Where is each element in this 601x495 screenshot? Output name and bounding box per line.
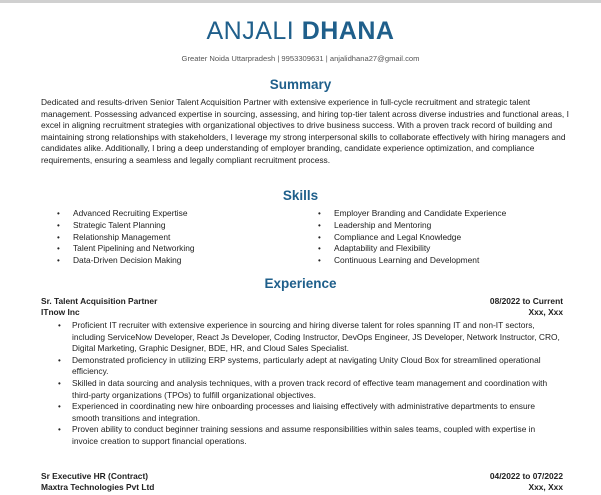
job-bullet: • Experienced in coordinating new hire onboarding processes and liaising effectively with administrative departments to ensure smooth transitions and integration.	[58, 401, 563, 424]
skill-item: • Adaptability and Flexibility	[318, 243, 506, 255]
skill-item: • Relationship Management	[57, 232, 195, 244]
job-bullet: • Skilled in data sourcing and analysis techniques, with a proven track record of effective team management and coordination with third-party organizations (TPOs) to fulfill organizational objectives.	[58, 378, 563, 401]
last-name: DHANA	[301, 17, 395, 45]
job-dates: 04/2022 to 07/2022	[489, 471, 563, 481]
job-bullet: • Proficient IT recruiter with extensive experience in sourcing and hiring diverse talent for roles spanning IT and non-IT sectors, including ServiceNow Developer, React Js Developer, Coding Instructor, DevOps Engineer, JS Developer, Network Instructor, CRO, Digital Marketing, Graphic Designer, BDE, HR, and Cloud Sales Specialist.	[58, 320, 563, 355]
skills-heading: Skills	[282, 188, 319, 203]
experience-heading: Experience	[264, 276, 337, 291]
job-bullet: • Demonstrated proficiency in utilizing ERP systems, particularly adept at navigating Unity Cloud Box for streamlined operational efficiency.	[58, 355, 563, 378]
contact-line: Greater Noida Uttarpradesh | 9953309631 | anjalidhana27@gmail.com	[181, 54, 420, 63]
skill-item: • Employer Branding and Candidate Experience	[318, 208, 506, 220]
job-location: Xxx, Xxx	[528, 307, 563, 317]
top-divider	[0, 0, 601, 3]
job-company: ITnow Inc	[41, 307, 80, 317]
skill-item: • Talent Pipelining and Networking	[57, 243, 195, 255]
job-dates: 08/2022 to Current	[489, 296, 563, 306]
skill-item: • Strategic Talent Planning	[57, 220, 195, 232]
first-name: ANJALI	[206, 17, 295, 45]
job-bullet: • Proven ability to conduct beginner training sessions and assume responsibilities within sales teams, coupled with expertise in invoice creation to support financial operations.	[58, 424, 563, 447]
job-role: Sr. Talent Acquisition Partner	[41, 296, 158, 306]
skill-item: • Continuous Learning and Development	[318, 255, 506, 267]
skill-item: • Leadership and Mentoring	[318, 220, 506, 232]
skills-list-left	[57, 208, 195, 267]
skills-list-right	[318, 208, 506, 267]
job-company: Maxtra Technologies Pvt Ltd	[41, 482, 155, 492]
job-location: Xxx, Xxx	[528, 482, 563, 492]
job-role: Sr Executive HR (Contract)	[41, 471, 149, 481]
summary-heading: Summary	[269, 77, 332, 92]
job-bullets	[58, 320, 563, 448]
summary-text: Dedicated and results-driven Senior Talent Acquisition Partner with extensive experience in full-cycle recruitment and strategic talent management. Possessing advanced expertise in sourcing, assessing, and hiring top-tier talent across diverse industries and functional areas, I excel in aligning recruitment strategies with organizational objectives to drive business success. With a proven track record of building and maintaining strong relationships with stakeholders, I leverage my strong interpersonal skills to collaborate effectively with hiring managers and candidates alike. Additionally, I bring a deep understanding of employer branding, candidate experience optimization, and compliance requirements, ensuring a seamless and legally compliant recruitment process.	[41, 97, 569, 165]
candidate-name	[0, 16, 601, 46]
skill-item: • Advanced Recruiting Expertise	[57, 208, 195, 220]
skill-item: • Data-Driven Decision Making	[57, 255, 195, 267]
skill-item: • Compliance and Legal Knowledge	[318, 232, 506, 244]
